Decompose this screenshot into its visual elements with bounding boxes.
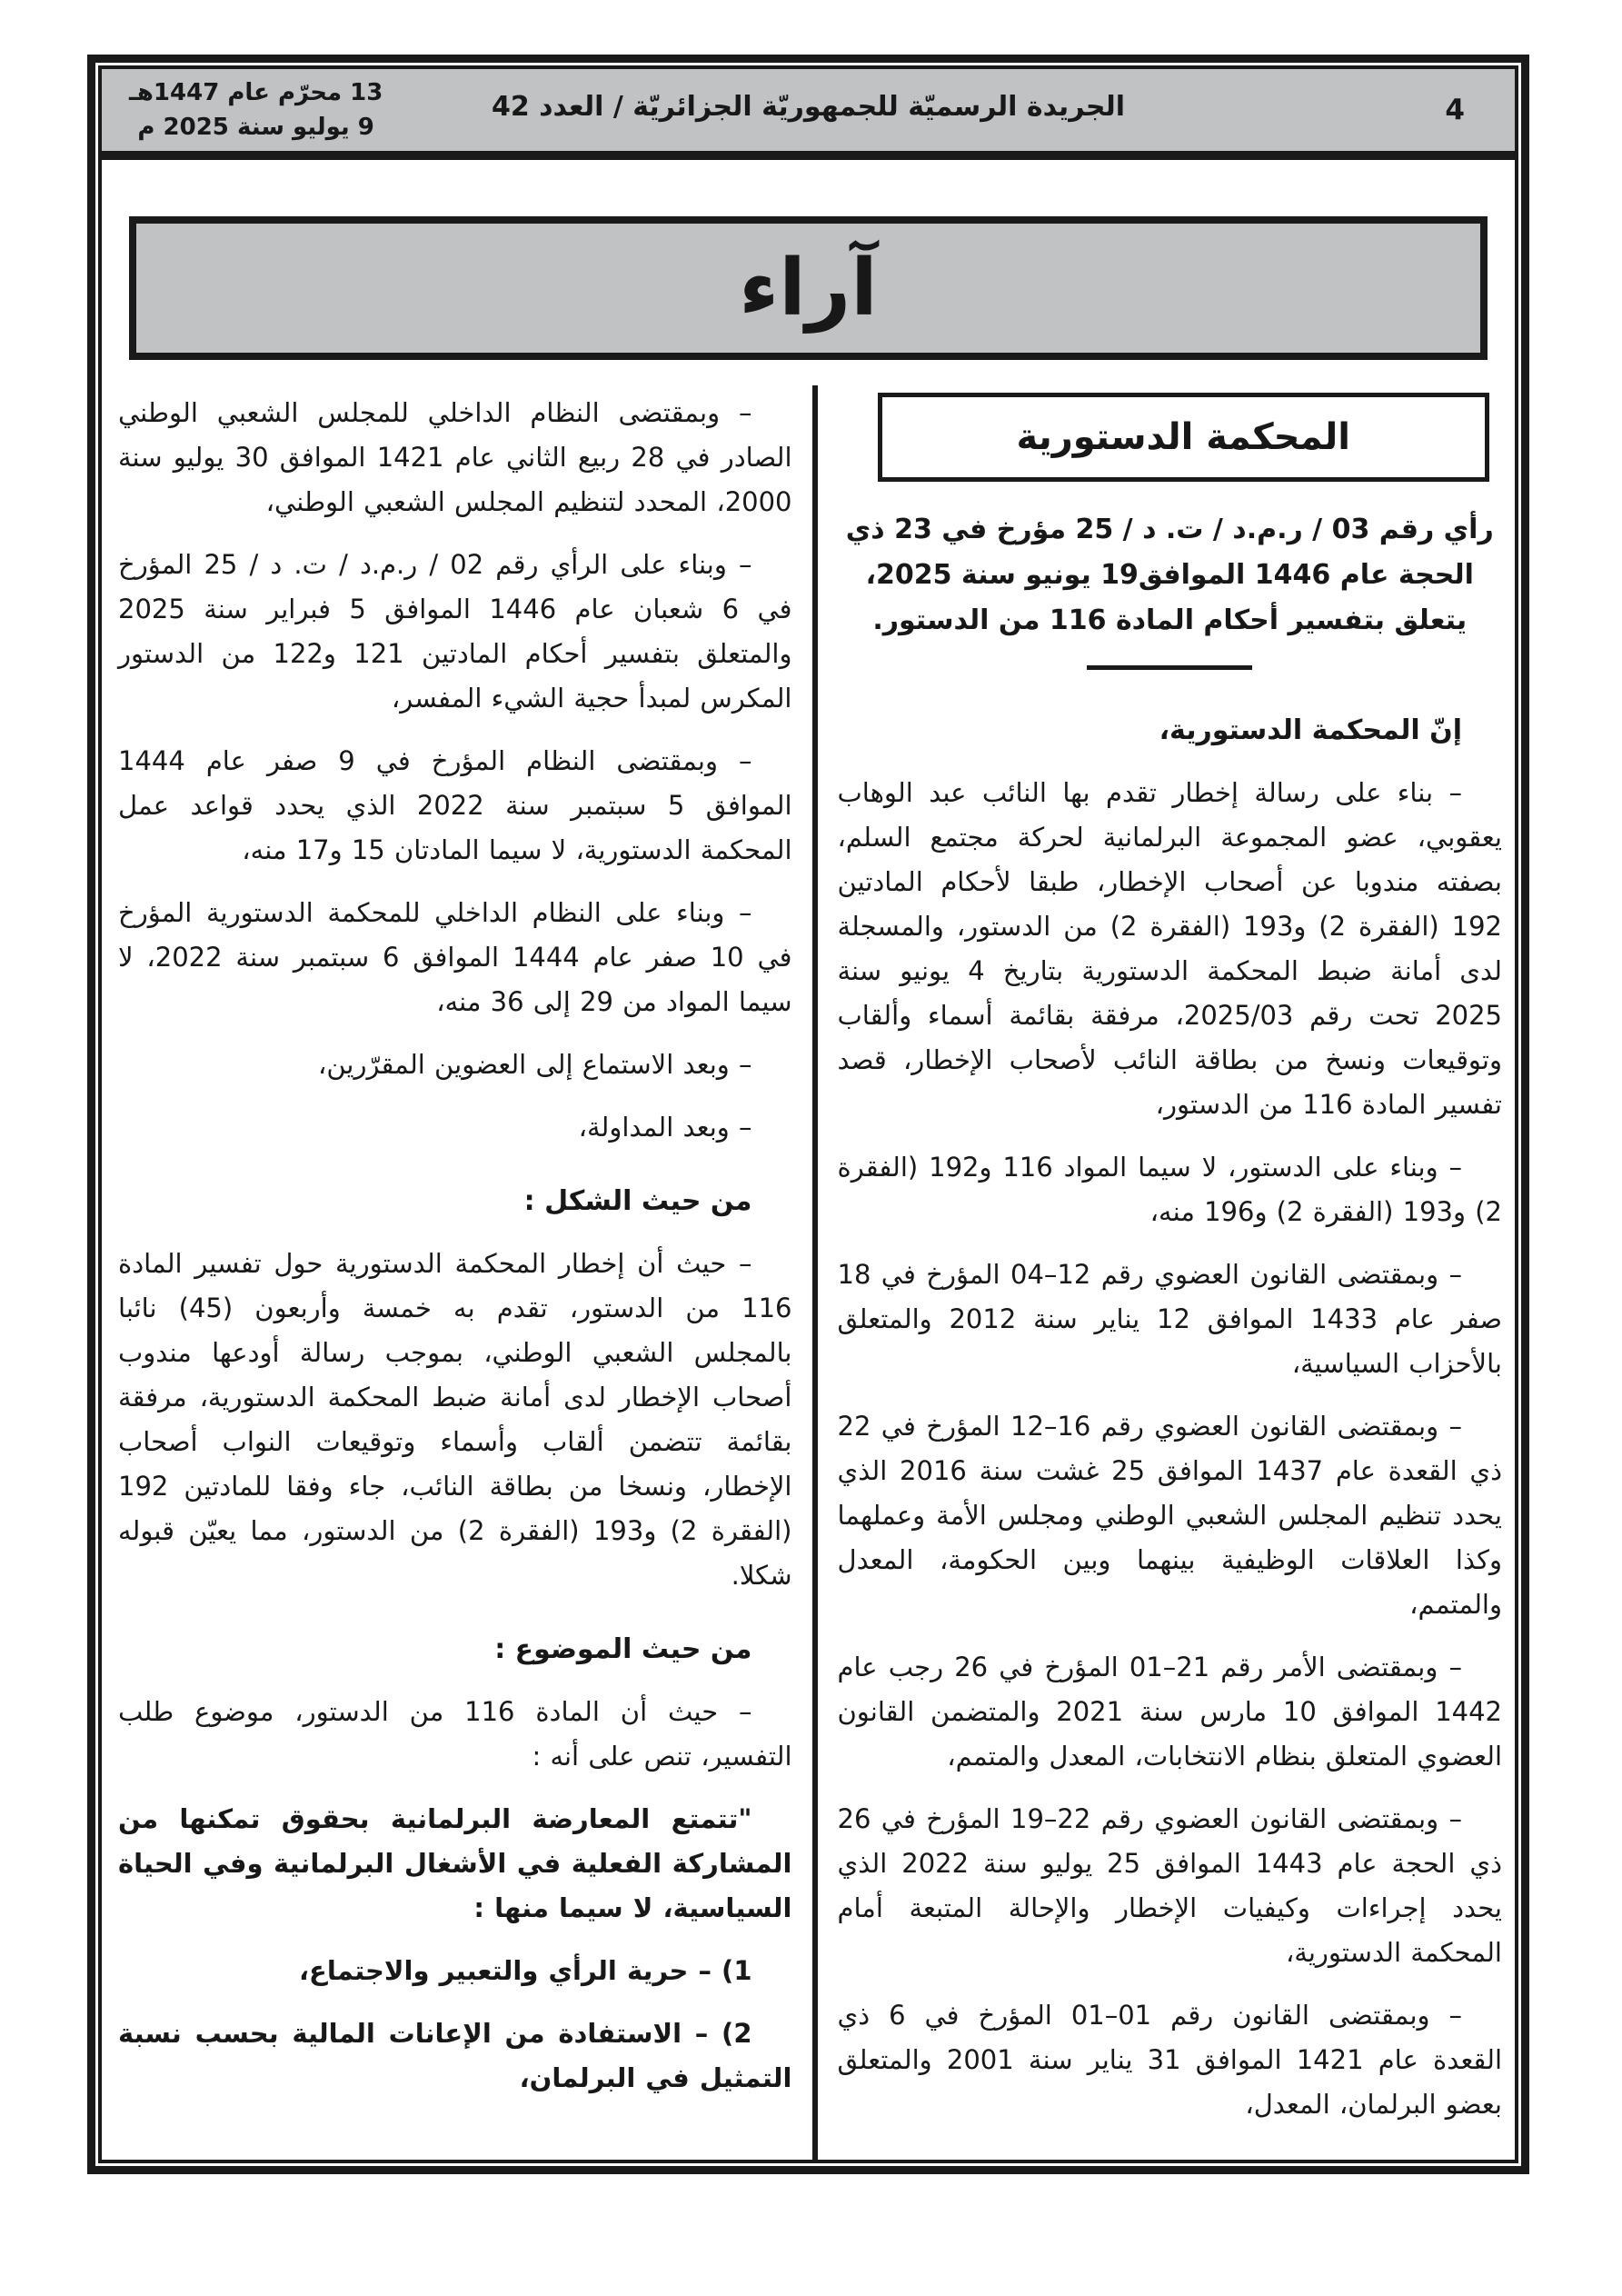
list-item: 1) – حرية الرأي والتعبير والاجتماع،: [299, 1955, 752, 1986]
paragraph: – حيث أن إخطار المحكمة الدستورية حول تفسير المادة 116 من الدستور، تقدم به خمسة وأربعون (45) نائبا بالمجلس الشعبي الوطني، بموجب رسالة أودعها مندوب أصحاب الإخطار لدى أمانة ضبط المحكمة الدستورية، مرفقة بقائمة تتضمن ألقاب وأسماء وتوقيعات النواب أصحاب الإخطار، ونسخا من بطاقة النائب، جاء وفقا للمادتين 192 (الفقرة 2) و193 (الفقرة 2) من الدستور، مما يعيّن قبوله شكلا.: [118, 1248, 792, 1591]
paragraph: – وبعد الاستماع إلى العضوين المقرّرين،: [318, 1049, 752, 1080]
separator-rule: [1087, 665, 1252, 670]
paragraph: – وبمقتضى النظام الداخلي للمجلس الشعبي الوطني الصادر في 28 ربيع الثاني عام 1421 الموافق 30 يوليو سنة 2000، المحدد لتنظيم المجلس الشعبي الوطني،: [118, 397, 792, 517]
opinions-banner: [129, 216, 1488, 360]
opinion-intro: رأي رقم 03 / ر.م.د / ت. د / 25 مؤرخ في 23 ذي الحجة عام 1446 الموافق19 يونيو سنة 2025، يتعلق بتفسير أحكام المادة 116 من الدستور.: [845, 514, 1494, 636]
paragraph: – بناء على رسالة إخطار تقدم بها النائب عبد الوهاب يعقوبي، عضو المجموعة البرلمانية لحركة مجتمع السلم، بصفته مندوبا عن أصحاب الإخطار، طبقا لأحكام المادتين 192 (الفقرة 2) و193 (الفقرة 2) من الدستور، والمسجلة لدى أمانة ضبط المحكمة الدستورية بتاريخ 4 يونيو سنة 2025 تحت رقم 2025/03، مرفقة بقائمة أسماء وألقاب وتوقيعات ونسخ من بطاقة النائب لأصحاب الإخطار، قصد تفسير المادة 116 من الدستور،: [837, 777, 1503, 1120]
opening-line: إنّ المحكمة الدستورية،: [1159, 714, 1462, 746]
list-item: 2) – الاستفادة من الإعانات المالية بحسب نسبة التمثيل في البرلمان،: [118, 2018, 792, 2093]
header-dates: [129, 75, 383, 145]
journal-title: الجريدة الرسميّة للجمهوريّة الجزائريّة / العدد 42: [491, 90, 1126, 123]
paragraph: – وبمقتضى القانون العضوي رقم 22–19 المؤرخ في 26 ذي الحجة عام 1443 الموافق 25 يوليو سنة 2022 الذي يحدد إجراءات وكيفيات الإخطار والإحالة المتبعة أمام المحكمة الدستورية،: [837, 1803, 1502, 1968]
section-title: المحكمة الدستورية: [1016, 416, 1351, 458]
section-title-box: [878, 393, 1490, 482]
banner-title: آراء: [739, 243, 878, 334]
paragraph: – وبمقتضى الأمر رقم 21–01 المؤرخ في 26 رجب عام 1442 الموافق 10 مارس سنة 2021 والمتضمن القانون العضوي المتعلق بنظام الانتخابات، المعدل والمتمم،: [837, 1652, 1502, 1772]
hijri-date: 13 محرّم عام 1447هـ: [129, 79, 383, 106]
paragraph: – وبمقتضى القانون العضوي رقم 16–12 المؤرخ في 22 ذي القعدة عام 1437 الموافق 25 غشت سنة 2016 الذي يحدد تنظيم المجلس الشعبي الوطني ومجلس الأمة وعملهما وكذا العلاقات الوظيفية بينهما وبين الحكومة، المعدل والمتمم،: [837, 1411, 1502, 1620]
paragraph: – وبعد المداولة،: [578, 1112, 752, 1143]
paragraph: – وبمقتضى النظام المؤرخ في 9 صفر عام 1444 الموافق 5 سبتمبر سنة 2022 الذي يحدد قواعد عمل المحكمة الدستورية، لا سيما المادتان 15 و17 منه،: [118, 745, 792, 865]
paragraph: – وبمقتضى القانون العضوي رقم 12–04 المؤرخ في 18 صفر عام 1433 الموافق 12 يناير سنة 2012 والمتعلق بالأحزاب السياسية،: [837, 1259, 1503, 1379]
heading-form: من حيث الشكل :: [523, 1185, 752, 1217]
paragraph: – وبناء على الدستور، لا سيما المواد 116 و192 (الفقرة 2) و193 (الفقرة 2) و196 منه،: [837, 1152, 1502, 1227]
page-frame-inner: [98, 65, 1518, 2163]
paragraph: – وبمقتضى القانون رقم 01–01 المؤرخ في 6 ذي القعدة عام 1421 الموافق 31 يناير سنة 2001 والمتعلق بعضو البرلمان، المعدل،: [837, 2000, 1502, 2120]
page-number: 4: [1445, 94, 1465, 126]
gregorian-date: 9 يوليو سنة 2025 م: [137, 114, 374, 141]
heading-subject: من حيث الموضوع :: [494, 1633, 752, 1665]
paragraph: – وبناء على النظام الداخلي للمحكمة الدستورية المؤرخ في 10 صفر عام 1444 الموافق 6 سبتمبر سنة 2022، لا سيما المواد من 29 إلى 36 منه،: [118, 897, 792, 1017]
quote-paragraph: "تتمتع المعارضة البرلمانية بحقوق تمكنها من المشاركة الفعلية في الأشغال البرلمانية وفي الحياة السياسية، لا سيما منها :: [118, 1803, 792, 1923]
paragraph: – وبناء على الرأي رقم 02 / ر.م.د / ت. د / 25 المؤرخ في 6 شعبان عام 1446 الموافق 5 فبراير سنة 2025 والمتعلق بتفسير أحكام المادتين 121 و122 من الدستور المكرس لمبدأ حجية الشيء المفسر،: [118, 549, 792, 714]
paragraph: – حيث أن المادة 116 من الدستور، موضوع طلب التفسير، تنص على أنه :: [118, 1696, 792, 1772]
column-left: [113, 385, 812, 2160]
column-right: [812, 385, 1512, 2160]
page-frame: [87, 55, 1529, 2174]
content-columns: [102, 385, 1515, 2160]
page-header: [102, 69, 1515, 160]
